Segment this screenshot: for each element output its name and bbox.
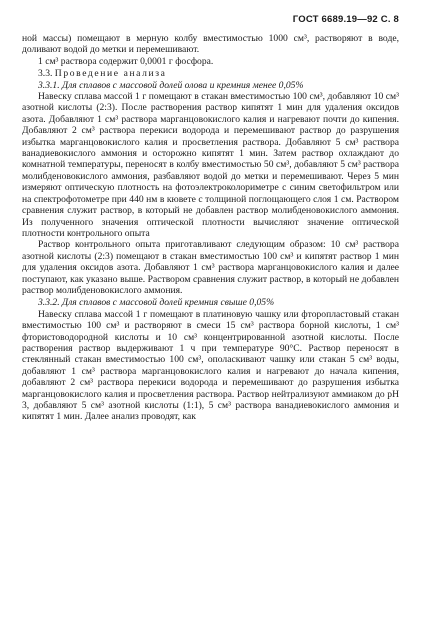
paragraph-procedure-1: Навеску сплава массой 1 г помещают в стакан вместимостью 100 см³, добавляют 10 см³ азотной кислоты (2:3). После растворения раствор кипятят 1 мин для удаления оксидов азота. Добавляют 1 см³ раствора марганцовокислого калия и нагревают почти до кипения. Добавляют 2 см³ раствора перекиси водорода и перемешивают раствор до разрушения избытка марганцовокислого калия и просветления раствора. Добавляют 5 см³ раствора ванадиевокислого аммония и осторожно кипятят 1 мин. Затем раствор охлаждают до комнатной температуры, переносят в колбу вместимостью 50 см³, добавляют 5 см³ раствора молибденовокислого аммония, разбавляют водой до метки и перемешивают. Через 5 мин измеряют оптическую плотность на фотоэлектроколориметре с синим светофильтром или на спектрофотометре при 440 нм в кювете с толщиной поглощающего слоя 1 см. Раствором сравнения служит раствор, в который не добавлен раствор молибденовокислого аммония. Из полученного значения оптической плотности вычисляют значение оптической плотности контрольного опыта: [22, 91, 399, 239]
standard-number: ГОСТ 6689.19—92: [292, 14, 378, 25]
page-number: С. 8: [380, 14, 399, 25]
subsection-heading-3-3-1: 3.3.1. Для сплавов с массовой долей олова и кремния менее 0,05%: [38, 79, 304, 91]
section-number: 3.3.: [38, 68, 53, 80]
paragraph-continuation: ной массы) помещают в мерную колбу вместимостью 1000 см³, растворяют в воде, доливают водой до метки и перемешивают.: [22, 33, 399, 56]
paragraph-phosphorus-content: 1 см³ раствора содержит 0,0001 г фосфора.: [38, 55, 214, 67]
paragraph-control-test: Раствор контрольного опыта приготавливают следующим образом: 10 см³ раствора азотной кислоты (2:3) помещают в стакан вместимостью 100 см³ и кипятят раствор 1 мин для удаления оксидов азота. Добавляют 1 см³ раствора марганцовокислого калия и далее поступают, как указано выше. Раствором сравнения служит раствор, в который не добавлен раствор молибденовокислого аммония.: [22, 239, 399, 296]
subsection-heading-3-3-2: 3.3.2. Для сплавов с массовой долей кремния свыше 0,05%: [38, 297, 275, 309]
paragraph-procedure-2: Навеску сплава массой 1 г помещают в платиновую чашку или фторопластовый стакан вместимостью 100 см³ и растворяют в смеси 15 см³ раствора борной кислоты, 1 см³ фтористоводородной кислоты и 10 см³ концентрированной азотной кислоты. После растворения раствор выдерживают 1 ч при температуре 90°С. Раствор переносят в стеклянный стакан вместимостью 100 см³, ополаскивают чашку или стакан 5 см³ воды, добавляют 1 см³ раствора марганцовокислого калия и нагревают до начала кипения, добавляют 2 см³ раствора перекиси водорода и перемешивают до разрушения избытка марганцовокислого калия и просветления раствора. Раствор нейтрализуют аммиаком до рН 3, добавляют 5 см³ азотной кислоты (1:1), 5 см³ раствора ванадиевокислого аммония и кипятят 1 мин. Далее анализ проводят, как: [22, 308, 399, 423]
section-heading-3-3: [22, 68, 399, 79]
section-title: Проведение анализа: [54, 68, 167, 80]
page-header: [22, 14, 399, 25]
